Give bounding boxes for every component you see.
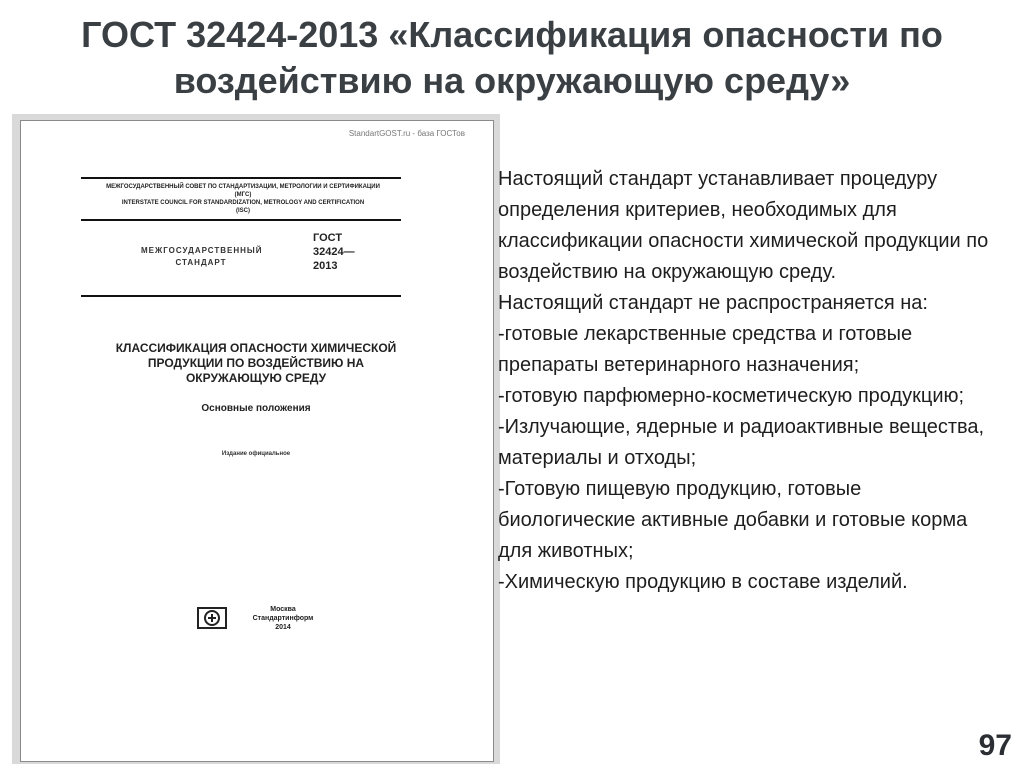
council-line: (ISC) bbox=[236, 208, 250, 214]
body-list-item: -Излучающие, ядерные и радиоактивные вещества, материалы и отходы; bbox=[498, 416, 985, 469]
page-number: 97 bbox=[978, 729, 1012, 762]
document-title-line: ПРОДУКЦИИ ПО ВОЗДЕЙСТВИЮ НА bbox=[147, 356, 365, 370]
body-text bbox=[498, 164, 998, 598]
slide-title: ГОСТ 32424-2013 «Классификация опасности по воздействию на окружающую среду» bbox=[81, 14, 943, 101]
interstate-standard-label bbox=[141, 245, 261, 269]
standartinform-logo-icon bbox=[197, 607, 227, 629]
body-paragraph: Настоящий стандарт устанавливает процедуру определения критериев, необходимых для классификации опасности химической продукции по воздействию на окружающую среду. bbox=[498, 168, 989, 283]
official-edition: Издание официальное bbox=[221, 451, 291, 457]
body-list-item: -Готовую пищевую продукцию, готовые биологические активные добавки и готовые корма для животных; bbox=[498, 478, 968, 562]
document-title-line: КЛАССИФИКАЦИЯ ОПАСНОСТИ ХИМИЧЕСКОЙ bbox=[115, 341, 397, 355]
document-title-line: ОКРУЖАЮЩУЮ СРЕДУ bbox=[185, 371, 327, 385]
council-block bbox=[83, 183, 403, 215]
document-subtitle: Основные положения bbox=[201, 403, 311, 414]
body-list-item: -готовую парфюмерно-косметическую продукцию; bbox=[498, 385, 965, 407]
body-paragraph: Настоящий стандарт не распространяется на: bbox=[498, 292, 928, 314]
publisher-line: Стандартинформ bbox=[252, 615, 314, 622]
council-line: МЕЖГОСУДАРСТВЕННЫЙ СОВЕТ ПО СТАНДАРТИЗАЦИИ, МЕТРОЛОГИИ И СЕРТИФИКАЦИИ bbox=[106, 184, 380, 190]
interstate-line: СТАНДАРТ bbox=[175, 258, 227, 267]
body-list-item: -готовые лекарственные средства и готовые препараты ветеринарного назначения; bbox=[498, 323, 913, 376]
publisher-line: Москва bbox=[270, 606, 296, 613]
council-line: (МГС) bbox=[234, 192, 252, 198]
document-cover-image bbox=[20, 120, 494, 762]
header-rule bbox=[81, 295, 401, 297]
interstate-line: МЕЖГОСУДАРСТВЕННЫЙ bbox=[141, 246, 263, 255]
publisher-line: 2014 bbox=[275, 624, 291, 631]
council-rule bbox=[81, 219, 401, 221]
gost-number bbox=[313, 231, 355, 273]
publisher-block bbox=[243, 605, 323, 632]
gost-line: 2013 bbox=[313, 260, 338, 272]
top-rule bbox=[81, 177, 401, 179]
body-list-item: -Химическую продукцию в составе изделий. bbox=[498, 571, 908, 593]
source-note: StandartGOST.ru - база ГОСТов bbox=[348, 129, 465, 138]
gost-line: 32424— bbox=[313, 246, 355, 258]
council-line: INTERSTATE COUNCIL FOR STANDARDIZATION, METROLOGY AND CERTIFICATION bbox=[121, 200, 365, 206]
gost-line: ГОСТ bbox=[313, 232, 343, 244]
document-title bbox=[61, 341, 451, 386]
